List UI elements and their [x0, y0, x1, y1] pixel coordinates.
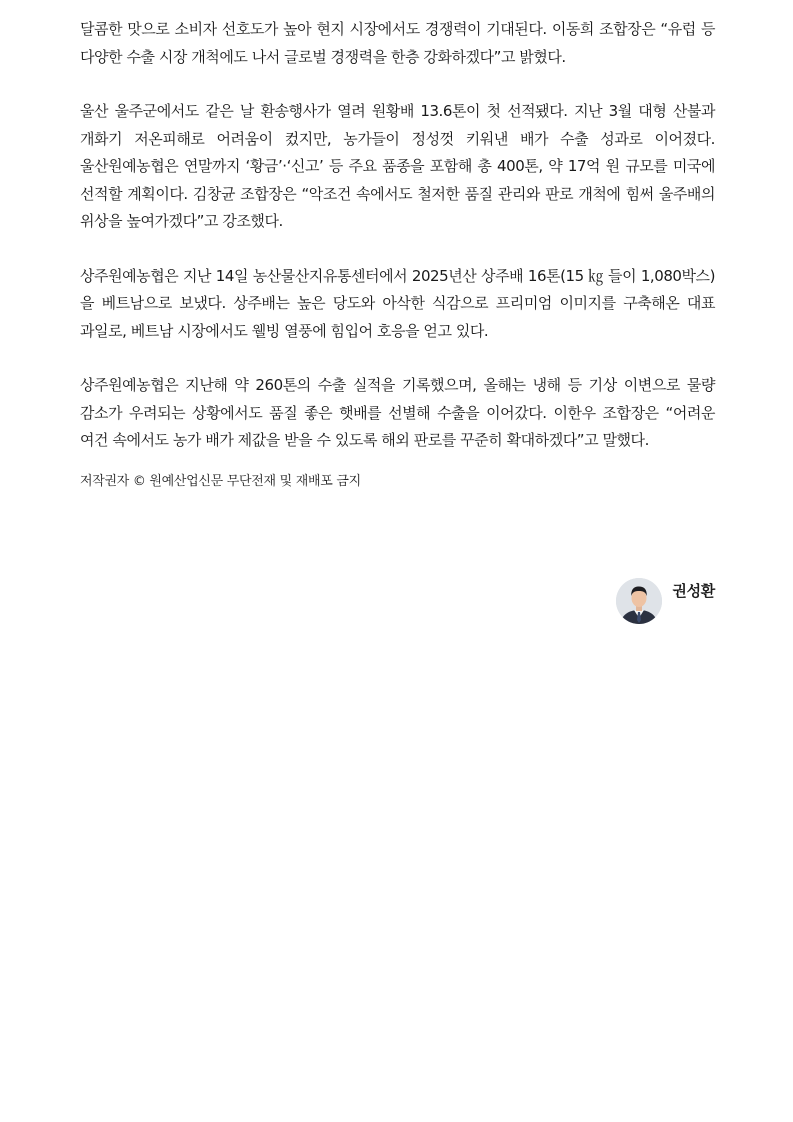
- article-paragraph-1: 달콤한 맛으로 소비자 선호도가 높아 현지 시장에서도 경쟁력이 기대된다. 이동희 조합장은 “유럽 등 다양한 수출 시장 개척에도 나서 글로벌 경쟁력을 한층 강화하겠다”고 밝혔다.: [80, 20, 715, 66]
- article-paragraph-4: 상주원예농협은 지난해 약 260톤의 수출 실적을 기록했으며, 올해는 냉해 등 기상 이변으로 물량 감소가 우려되는 상황에서도 품질 좋은 햇배를 선별해 수출을 이어갔다. 이한우 조합장은 “어려운 여건 속에서도 농가 배가 제값을 받을 수 있도록 해외 판로를 꾸준히 확대하겠다”고 말했다.: [80, 376, 715, 449]
- reporter-avatar[interactable]: [616, 578, 662, 624]
- reporter-byline[interactable]: [616, 578, 715, 624]
- reporter-name[interactable]: 권성환: [672, 582, 715, 600]
- article-paragraph-3: 상주원예농협은 지난 14일 농산물산지유통센터에서 2025년산 상주배 16톤(15 ㎏ 들이 1,080박스)을 베트남으로 보냈다. 상주배는 높은 당도와 아삭한 식감으로 프리미엄 이미지를 구축해온 대표 과일로, 베트남 시장에서도 웰빙 열풍에 힘입어 호응을 얻고 있다.: [80, 266, 715, 340]
- article-paragraph-2: 울산 울주군에서도 같은 날 환송행사가 열려 원황배 13.6톤이 첫 선적됐다. 지난 3월 대형 산불과 개화기 저온피해로 어려움이 컸지만, 농가들이 정성껏 키워낸 배가 수출 성과로 이어졌다. 울산원예농협은 연말까지 ‘황금’·‘신고’ 등 주요 품종을 포함해 총 400톤, 약 17억 원 규모를 미국에 선적할 계획이다. 김창균 조합장은 “악조건 속에서도 철저한 품질 관리와 판로 개척에 힘써 울주배의 위상을 높여가겠다”고 강조했다.: [80, 102, 715, 230]
- copyright-notice: 저작권자 © 원예산업신문 무단전재 및 재배포 금지: [80, 473, 361, 489]
- reporter-photo-icon: [616, 578, 662, 624]
- article-body: [80, 16, 715, 491]
